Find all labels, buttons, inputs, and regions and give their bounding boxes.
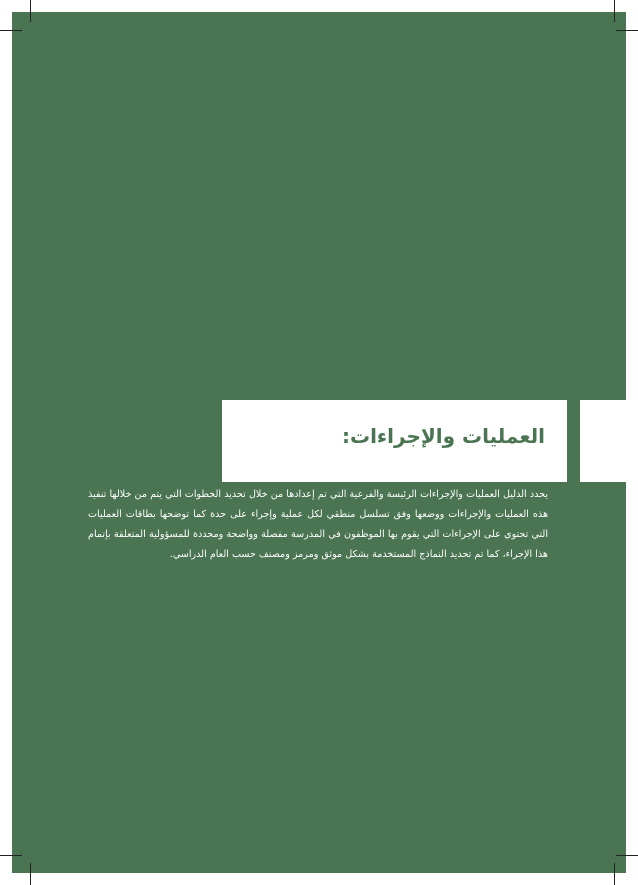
crop-mark <box>0 30 22 31</box>
crop-mark <box>614 0 615 22</box>
crop-mark <box>30 863 31 885</box>
crop-mark <box>616 855 638 856</box>
section-paragraph: يحدد الدليل العمليات والإجراءات الرئيسة والفرعية التي تم إعدادها من خلال تحديد الخطوات التي يتم من خلالها تنفيذ هذه العمليات والإجراءات ووضعها وفق تسلسل منطقي لكل عملية وإجراء على حدة كما توضحها بطاقات العمليات التي تحتوي على الإجراءات التي يقوم بها الموظفون في المدرسة مفصلة وواضحة ومحددة للمسؤولية المتعلقة بإتمام هذا الإجراء، كما تم تحديد النماذج المستخدمة بشكل موثق ومرمز ومصنف حسب العام الدراسي. <box>88 489 548 560</box>
crop-mark <box>616 30 638 31</box>
section-title: العمليات والإجراءات: <box>341 424 545 448</box>
crop-mark <box>30 0 31 22</box>
title-side-accent-box <box>580 400 626 482</box>
section-title-box <box>222 400 567 482</box>
crop-mark <box>0 855 22 856</box>
crop-mark <box>614 863 615 885</box>
